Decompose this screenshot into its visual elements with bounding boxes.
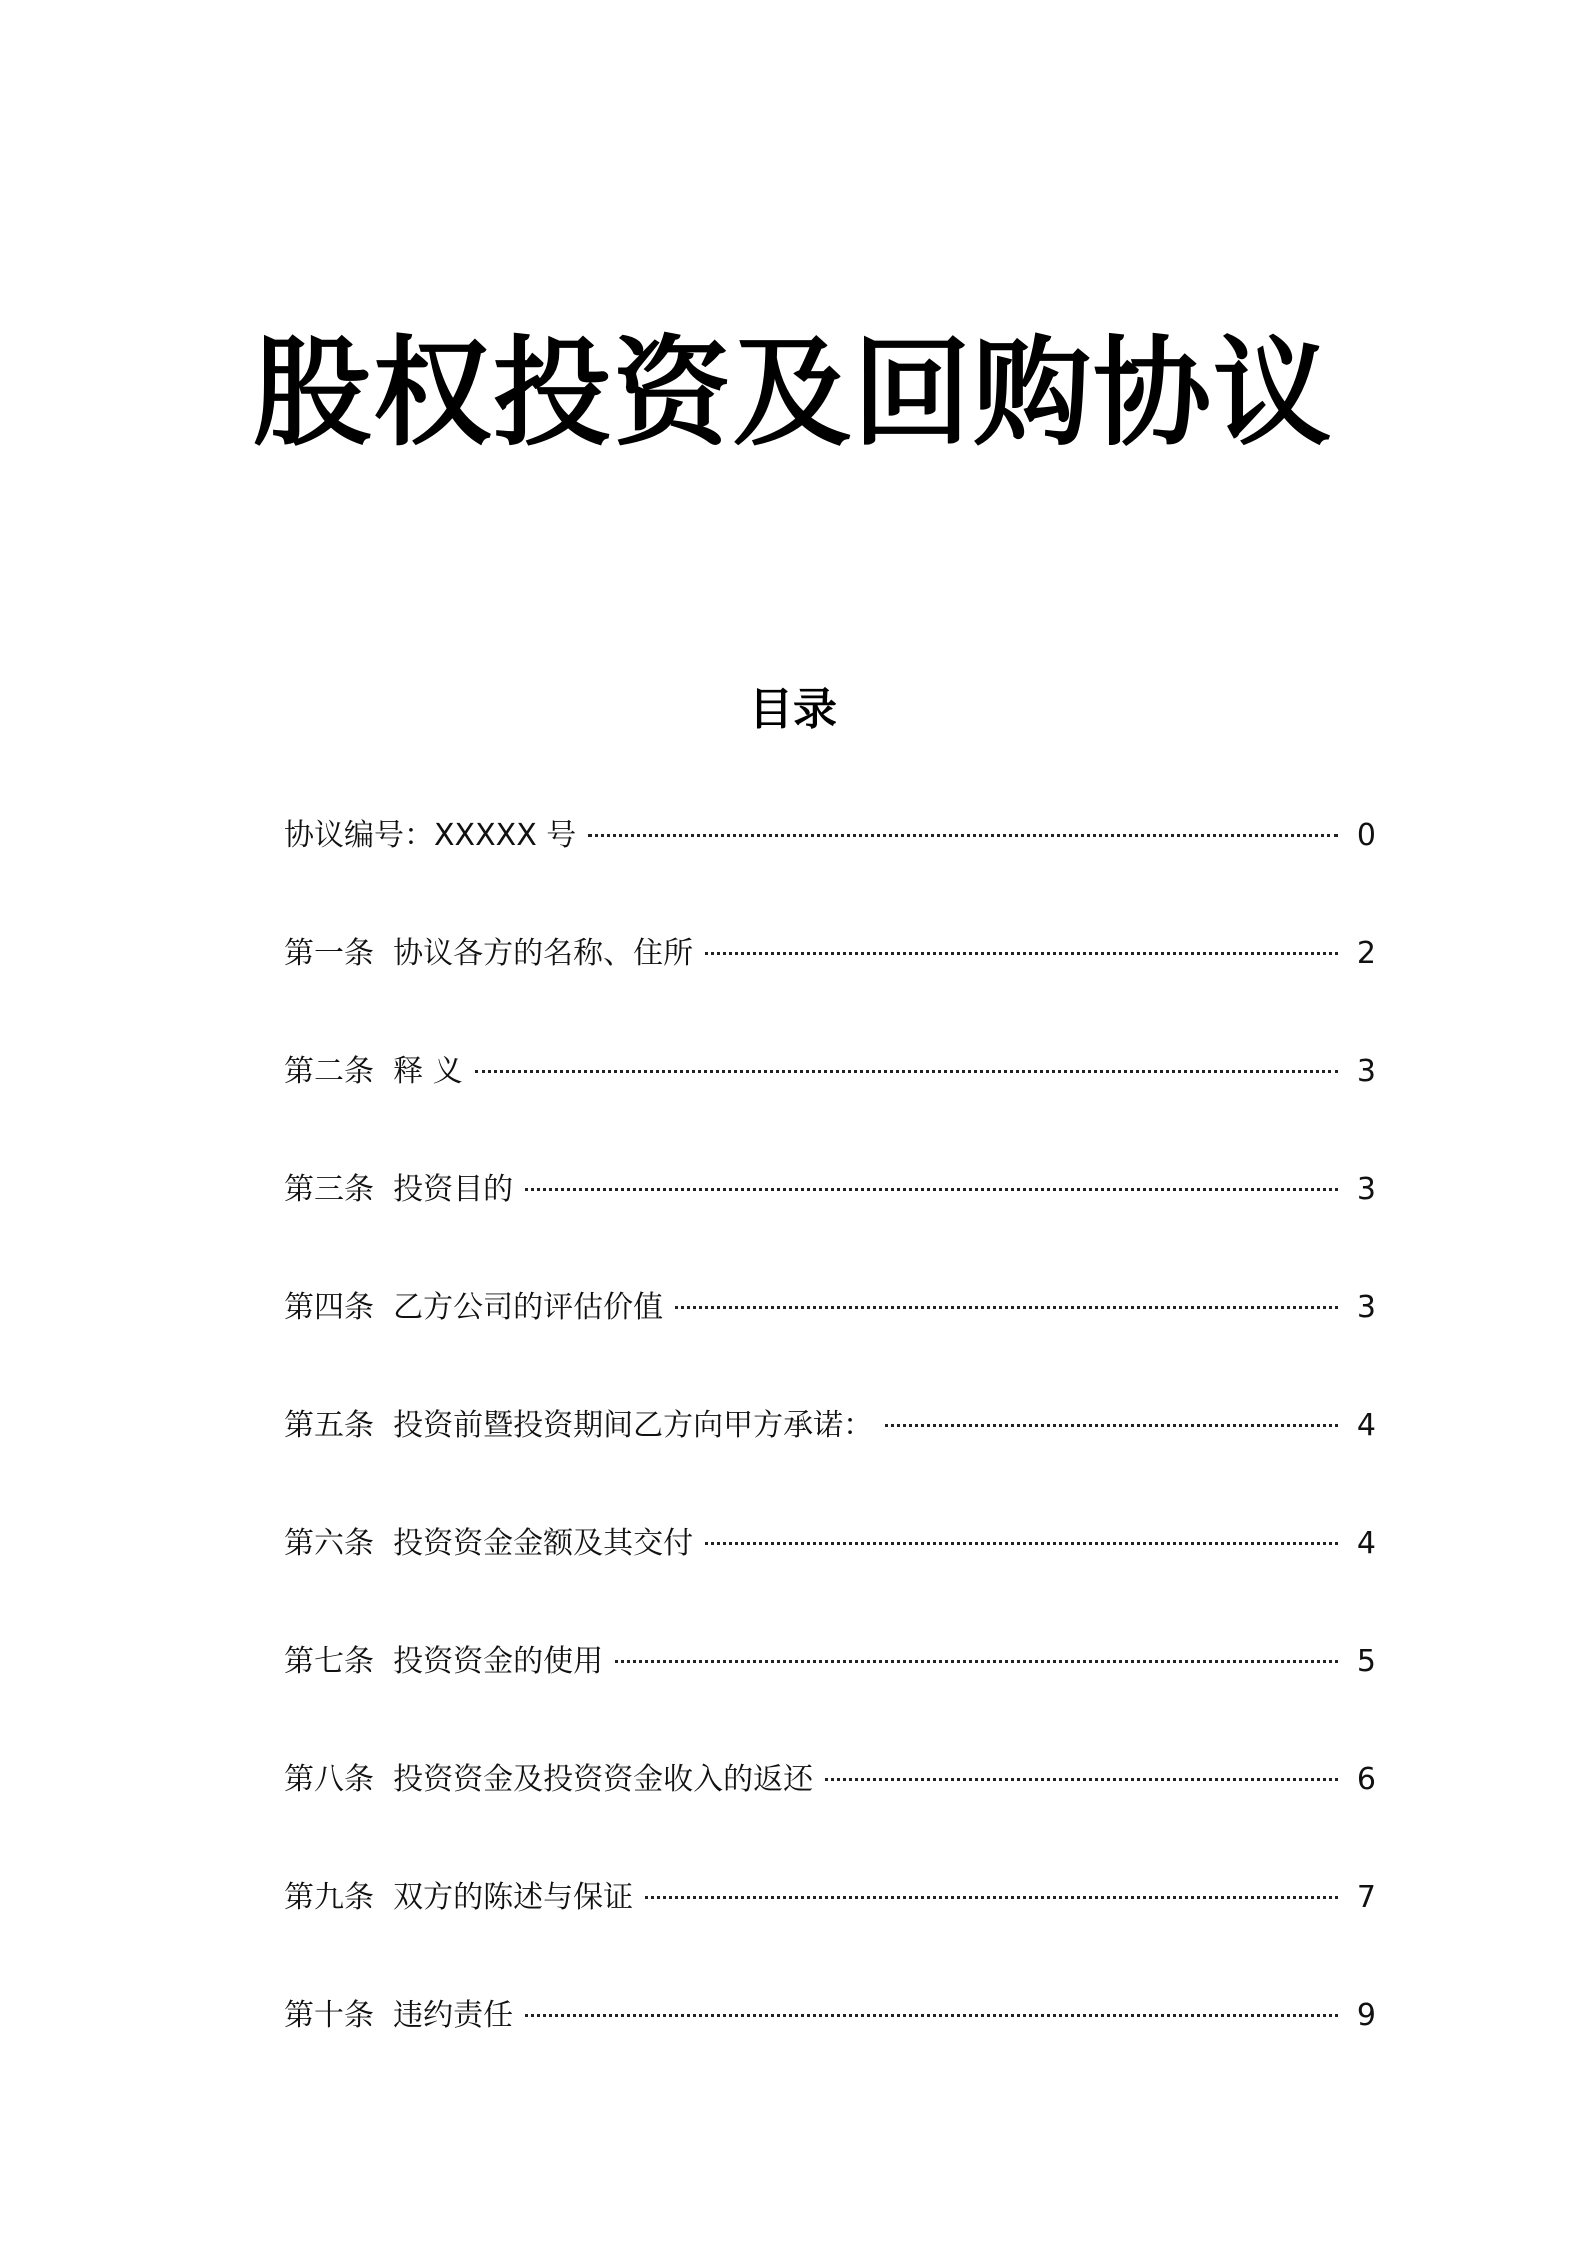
toc-entry[interactable] [284,1160,1376,1278]
toc-entry-label: 第八条 投资资金及投资资金收入的返还 [284,1762,814,1797]
toc-heading: 目录 [749,684,837,735]
toc-page-number: 9 [1356,1998,1376,2033]
toc-page-number: 3 [1356,1290,1376,1325]
dot-leader [645,1896,1338,1899]
table-of-contents [284,806,1376,2104]
toc-page-number: 4 [1356,1526,1376,1561]
toc-entry-label: 第六条 投资资金金额及其交付 [284,1526,694,1561]
toc-entry[interactable] [284,1042,1376,1160]
dot-leader [525,1188,1338,1191]
toc-page-number: 3 [1356,1054,1376,1089]
toc-page-number: 7 [1356,1880,1376,1915]
toc-page-number: 6 [1356,1762,1376,1797]
toc-entry[interactable] [284,1278,1376,1396]
toc-entry[interactable] [284,806,1376,924]
toc-page-number: 4 [1356,1408,1376,1443]
toc-entry-label: 第七条 投资资金的使用 [284,1644,604,1679]
document-title: 股权投资及回购协议 [252,324,1333,462]
toc-entry-label: 第十条 违约责任 [284,1998,514,2033]
dot-leader [588,834,1338,837]
toc-entry[interactable] [284,1514,1376,1632]
toc-page-number: 5 [1356,1644,1376,1679]
toc-entry[interactable] [284,1986,1376,2104]
toc-entry-label: 第二条 释 义 [284,1054,463,1089]
toc-entry-label: 第一条 协议各方的名称、住所 [284,936,694,971]
toc-entry[interactable] [284,924,1376,1042]
toc-entry[interactable] [284,1632,1376,1750]
dot-leader [475,1070,1338,1073]
toc-page-number: 3 [1356,1172,1376,1207]
toc-entry[interactable] [284,1396,1376,1514]
dot-leader [615,1660,1338,1663]
toc-entry-label: 协议编号：XXXXX 号 [284,818,577,853]
toc-page-number: 0 [1356,818,1376,853]
dot-leader [705,952,1338,955]
toc-page-number: 2 [1356,936,1376,971]
dot-leader [525,2014,1338,2017]
dot-leader [825,1778,1338,1781]
dot-leader [675,1306,1338,1309]
toc-entry-label: 第三条 投资目的 [284,1172,514,1207]
toc-entry[interactable] [284,1868,1376,1986]
dot-leader [885,1424,1338,1427]
toc-entry[interactable] [284,1750,1376,1868]
dot-leader [705,1542,1338,1545]
toc-entry-label: 第四条 乙方公司的评估价值 [284,1290,664,1325]
toc-entry-label: 第九条 双方的陈述与保证 [284,1880,634,1915]
toc-entry-label: 第五条 投资前暨投资期间乙方向甲方承诺： [284,1408,874,1443]
